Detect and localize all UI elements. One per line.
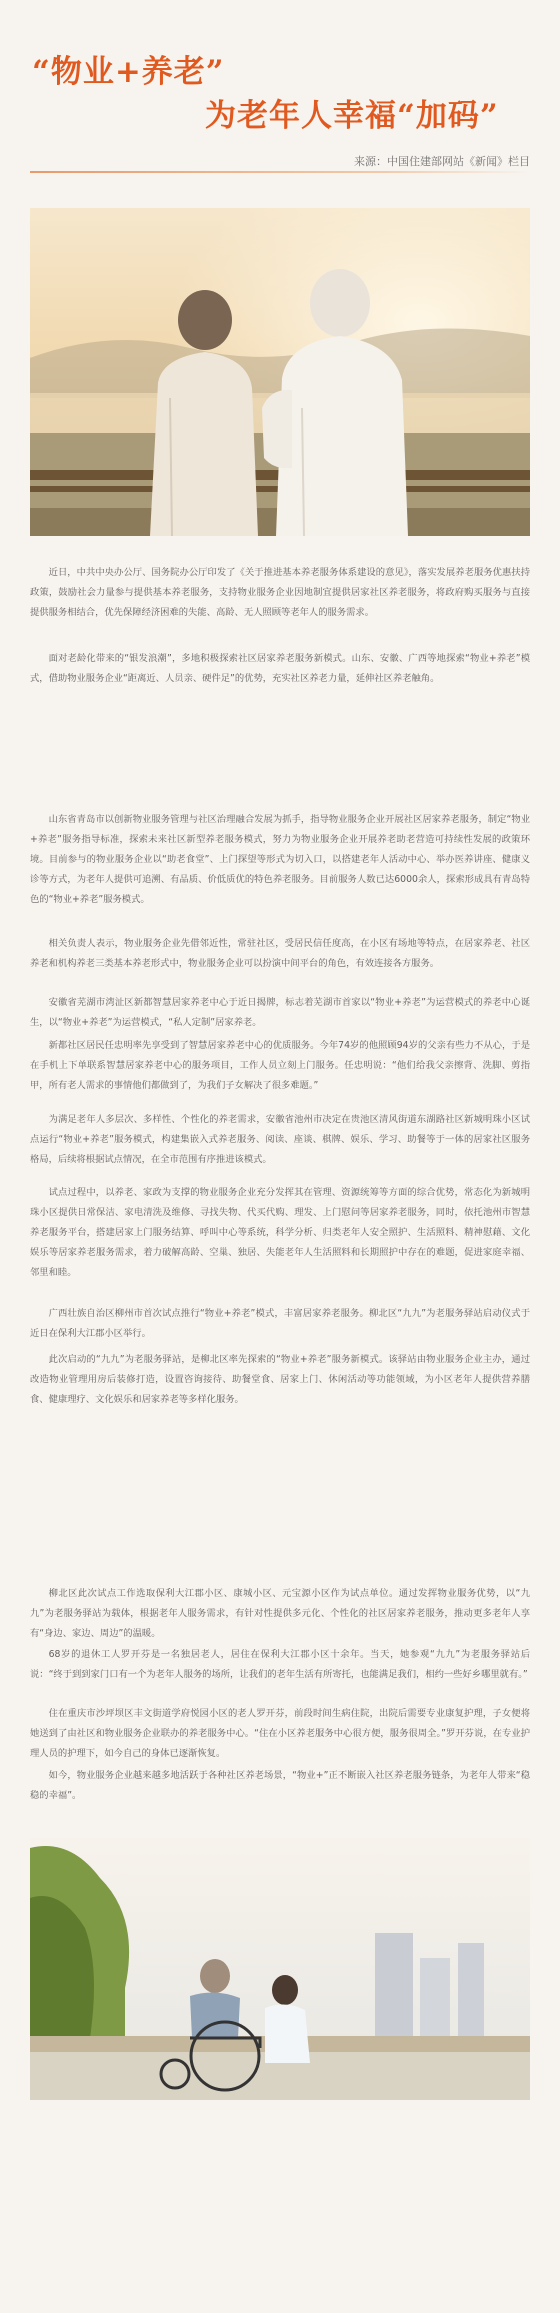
article-header [0,0,560,180]
paragraph: 安徽省芜湖市湾沚区新都智慧居家养老中心于近日揭牌，标志着芜湖市首家以“物业+养老”为运营模式的养老中心诞生，以“物业+养老”为运营模式，“私人定制”居家养老。 [30,997,530,1028]
paragraph: 山东省青岛市以创新物业服务管理与社区治理融合发展为抓手，指导物业服务企业开展社区居家养老服务，制定“物业+养老”服务指导标准，探索未来社区新型养老服务模式，努力为物业服务企业开展养老助老营造可持续性发展的政策环境。目前参与的物业服务企业以“助老食堂”、上门探望等形式为切入口，以搭建老年人活动中心、举办医养讲座、健康义诊等方式，为老年人提供可追溯、有品质、价低质优的特色养老服务。目前服务人数已达6000余人，探索形成具有青岛特色的“物业+养老”服务模式。 [30,814,530,905]
paragraph: 广西壮族自治区柳州市首次试点推行“物业+养老”模式，丰富居家养老服务。柳北区“九九”为老服务驿站启动仪式于近日在保利大江郡小区举行。 [30,1308,530,1339]
paragraph: 为满足老年人多层次、多样性、个性化的养老需求，安徽省池州市决定在贵池区清风街道东湖路社区新城明珠小区试点运行“物业+养老”服务模式，构建集嵌入式养老服务、阅读、座谈、棋牌、娱乐、学习、助餐等于一体的居家社区服务格局，后续将根据试点情况，在全市范围有序推进该模式。 [30,1114,530,1165]
title-line-1: “物业+养老” [32,54,225,90]
photo-elderly-couple [30,208,530,536]
paragraph: 相关负责人表示，物业服务企业先借邻近性，常驻社区，受居民信任度高，在小区有场地等特点，在居家养老、社区养老和机构养老三类基本养老形式中，物业服务企业可以扮演中间平台的角色，有效连接各方服务。 [30,938,530,969]
paragraph: 住在重庆市沙坪坝区丰文街道学府悦园小区的老人罗开芬，前段时间生病住院，出院后需要专业康复护理，子女便将她送到了由社区和物业服务企业联办的养老服务中心。“住在小区养老服务中心很方便，服务很周全。”罗开芬说，在专业护理人员的护理下，如今自己的身体已逐渐恢复。 [30,1708,530,1759]
paragraph: 68岁的退休工人罗开芬是一名独居老人，居住在保利大江郡小区十余年。当天，她参观“九九”为老服务驿站后说：“终于到到家门口有一个为老年人服务的场所，让我们的老年生活有所寄托，也能满足我们，相约一些好乡哪里就有。” [30,1649,530,1680]
paragraph: 新都社区居民任忠明率先享受到了智慧居家养老中心的优质服务。今年74岁的他照顾94岁的父亲有些力不从心，于是在手机上下单联系智慧居家养老中心的服务项目，工作人员立刻上门服务。任忠明说：“他们给我父亲擦背、洗脚、剪指甲，所有老人需求的事情他们都做到了，为我们子女解决了很多难题。” [30,1040,530,1091]
paragraph: 柳北区此次试点工作选取保利大江郡小区、康城小区、元宝源小区作为试点单位。通过发挥物业服务优势，以“九九”为老服务驿站为载体，根据老年人服务需求，有针对性提供多元化、个性化的社区居家养老服务，推动更多老年人享有“身边、家边、周边”的温暖。 [30,1588,530,1639]
photo-caregiver-wheelchair [30,1838,530,2100]
header-divider [30,171,530,173]
paragraph: 此次启动的“九九”为老服务驿站，是柳北区率先探索的“物业+养老”服务新模式。该驿站由物业服务企业主办，通过改造物业管理用房后装修打造，设置咨询接待、助餐堂食、居家上门、休闲活动等功能领域，为小区老年人提供营养膳食、健康理疗、文化娱乐和居家养老等多样化服务。 [30,1354,530,1405]
paragraph: 近日，中共中央办公厅、国务院办公厅印发了《关于推进基本养老服务体系建设的意见》，落实发展养老服务优惠扶持政策，鼓励社会力量参与提供基本养老服务，支持物业服务企业因地制宜提供居家社区养老服务，将政府购买服务与直接提供服务相结合，优先保障经济困难的失能、高龄、无人照顾等老年人的服务需求。 [30,567,530,618]
paragraph: 面对老龄化带来的“银发浪潮”，多地积极探索社区居家养老服务新模式。山东、安徽、广西等地探索“物业+养老”模式，借助物业服务企业“距离近、人员亲、硬件足”的优势，充实社区养老力量，延伸社区养老触角。 [30,653,530,684]
paragraph: 试点过程中，以养老、家政为支撑的物业服务企业充分发挥其在管理、资源统筹等方面的综合优势，常态化为新城明珠小区提供日常保洁、家电清洗及维修、寻找失物、代买代购、理发、上门慰问等居家养老服务，同时，依托池州市智慧养老服务平台，搭建居家上门服务结算、呼叫中心等系统，科学分析、归类老年人安全照护、生活照料、精神慰藉、文化娱乐等居家养老服务需求，着力破解高龄、空巢、独居、失能老年人生活照料和长期照护中存在的难题，促进家庭幸福、邻里和睦。 [30,1187,530,1278]
paragraph: 如今，物业服务企业越来越多地活跃于各种社区养老场景，“物业+”正不断嵌入社区养老服务链条，为老年人带来“稳稳的幸福”。 [30,1770,530,1801]
title-line-2: 为老年人幸福“加码” [205,98,499,134]
source-credit: 来源：中国住建部网站《新闻》栏目 [354,155,530,168]
